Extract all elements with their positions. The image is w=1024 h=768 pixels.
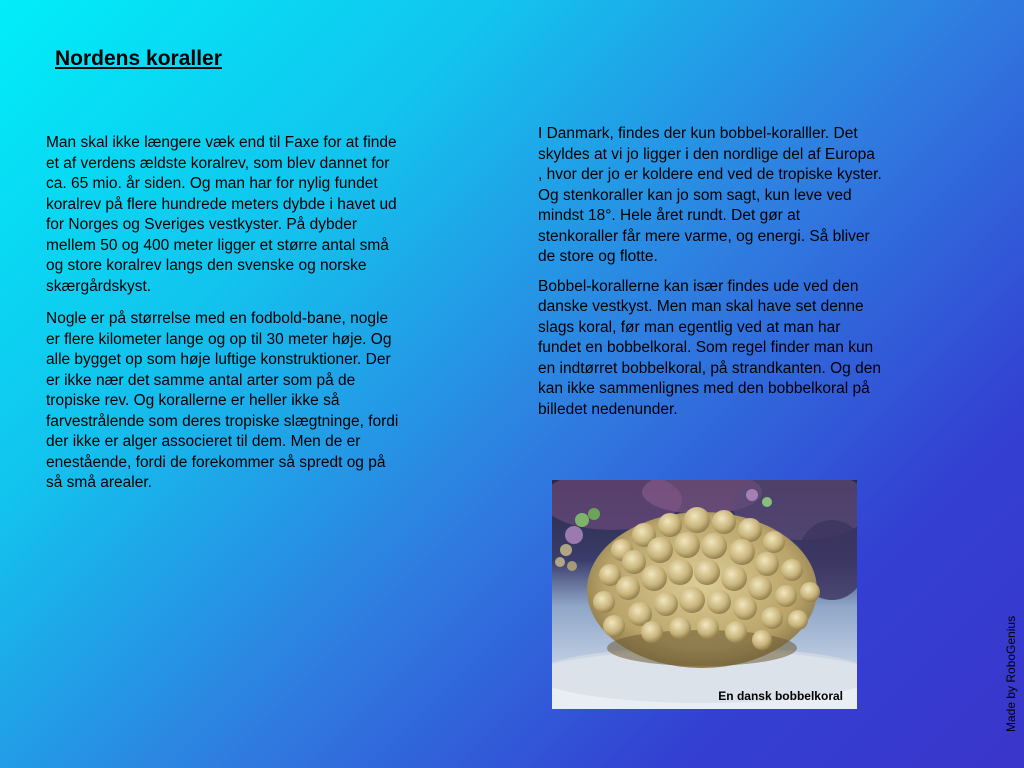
left-paragraph-1: Man skal ikke længere væk end til Faxe for at finde et af verdens ældste koralrev, som blev dannet for ca. 65 mio. år siden. Og man har for nylig fundet koralrev på flere hundrede meters dybde i havet ud for Norges og Sveriges vestkyster. På dybder mellem 50 og 400 meter ligger et større antal små og store koralrev langs den svenske og norske skærgårdskyst. (46, 134, 397, 295)
author-credit: Made by RoboGenius (1004, 615, 1018, 732)
page-title: Nordens koraller (55, 47, 222, 70)
right-paragraph-1: I Danmark, findes der kun bobbel-koralller. Det skyldes at vi jo ligger i den nordlige del af Europa , hvor der jo er koldere end ved de tropiske kyster. Og stenkoraller kan jo som sagt, kun leve ved mindst 18°. Hele året rundt. Det gør at stenkoraller får mere varme, og energi. Så bliver de store og flotte. (538, 125, 882, 265)
right-text-column (538, 124, 883, 429)
left-paragraph-2: Nogle er på størrelse med en fodbold-bane, nogle er flere kilometer lange og op til 30 meter høje. Og alle bygget op som høje luftige konstruktioner. Der er ikke nær det samme antal arter som på de tropiske rev. Og korallerne er heller ikke så farvestrålende som deres tropiske slægtninge, fordi der ikke er alger associeret til dem. Men de er enestående, fordi de forekommer så spredt og på så små arealer. (46, 310, 399, 491)
coral-illustration (552, 480, 857, 709)
left-text-column (46, 133, 402, 506)
right-paragraph-2: Bobbel-korallerne kan især findes ude ved den danske vestkyst. Men man skal have set denne slags koral, før man egentlig ved at man har fundet en bobbelkoral. Som regel finder man kun en indtørret bobbelkoral, på strandkanten. Og den kan ikke sammenlignes med den bobbelkoral på billedet nedenunder. (538, 277, 881, 418)
coral-photo (552, 480, 857, 709)
photo-caption: En dansk bobbelkoral (718, 689, 843, 703)
